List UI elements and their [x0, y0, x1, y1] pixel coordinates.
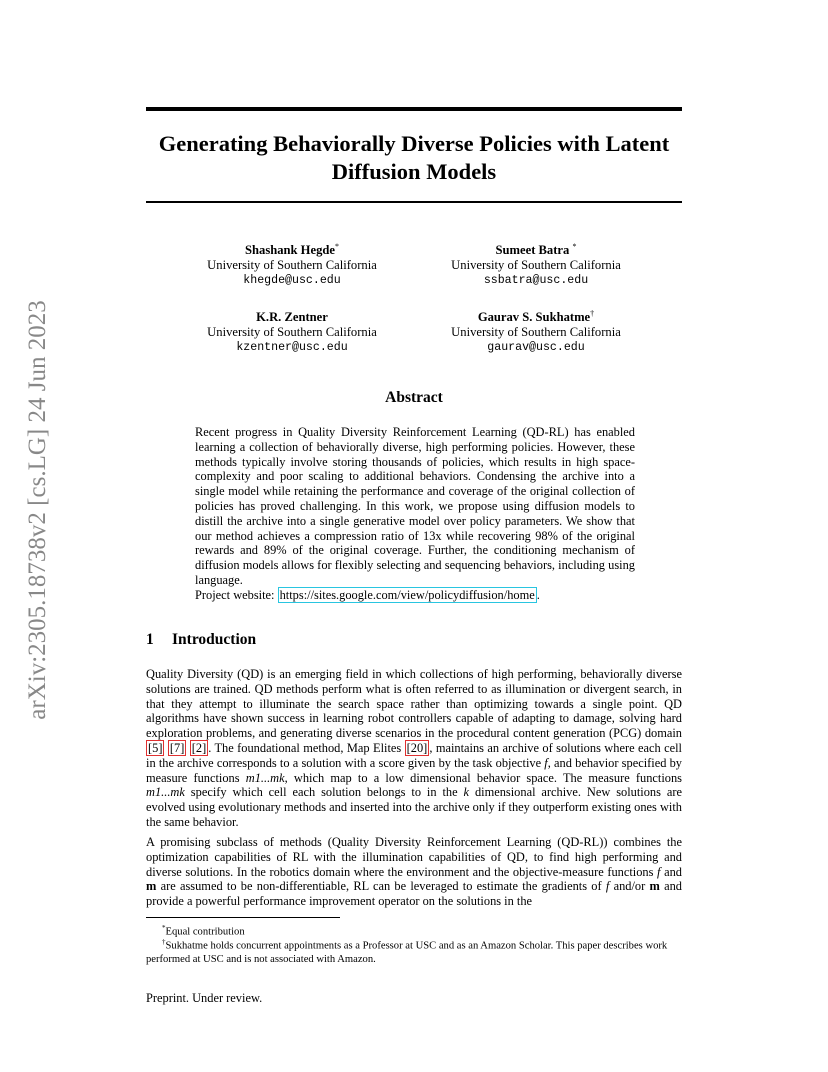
intro-paragraph-2: A promising subclass of methods (Quality Diversity Reinforcement Learning (QD-RL)) combines the optimization capabilities of RL with the illumination capabilities of QD, to find high performing and diverse solutions. In the robotics domain where the environment and the objective-measure functions f and m are assumed to be non-differentiable, RL can be leveraged to estimate the gradients of f and/or m and provide a powerful performance improvement operator on the solutions in the: [146, 835, 682, 909]
math-symbol: f: [657, 864, 661, 879]
footnote-1: *Equal contribution: [162, 924, 245, 938]
math-symbol: m: [146, 879, 157, 894]
project-end: .: [536, 588, 540, 602]
intro-paragraph-1: Quality Diversity (QD) is an emerging field in which collections of high performing, behaviorally diverse solutions are trained. QD methods perform what is often referred to as illumination or divergent search, in that they attempt to illuminate the search space rather than optimizing towards a single point. QD algorithms have shown success in learning robot controllers capable of adapting to damage, solving hard exploration problems, and generating diverse scenarios in the procedural content generation (PCG) domain [5] [7] [2] . The foundational method, Map Elites [20] , maintains an archive of solutions where each cell in the archive corresponds to a solution with a score given by the task objective f, and behavior specified by measure functions m1...mk, which map to a low dimensional behavior space. The measure functions m1...mk specify which cell each solution belongs to in the k dimensional archive. New solutions are evolved using evolutionary methods and inserted into the archive only if they outperform existing ones with the same behavior.: [146, 667, 682, 829]
title-rule-bottom: [146, 201, 682, 203]
author-affiliation: University of Southern California: [451, 325, 621, 340]
author-email: kzentner@usc.edu: [236, 341, 348, 355]
abstract-heading: Abstract: [385, 389, 443, 406]
project-website-line: [195, 588, 635, 603]
author-name: Gaurav S. Sukhatme: [477, 310, 591, 325]
abstract-body: Recent progress in Quality Diversity Reinforcement Learning (QD-RL) has enabled learning a collection of behaviorally diverse, high performing policies. However, these methods typically involve storing thousands of policies, which results in high space-complexity and poor scaling to additional behaviors. Condensing the archive into a single model while retaining the performance and coverage of the original collection of policies has proved challenging. In this work, we propose using diffusion models to distill the archive into a single generative model over policy parameters. We show that our method achieves a compression ratio of 13x while recovering 98% of the original rewards and 89% of the original coverage. Further, the conditioning mechanism of diffusion models allows for flexibly selecting and sequencing behaviors, including using language.: [195, 425, 635, 587]
math-symbol: f: [544, 755, 548, 770]
author-name: Shashank Hegde: [245, 243, 335, 258]
citation-link[interactable]: [5]: [148, 740, 163, 755]
author-affiliation: University of Southern California: [451, 258, 621, 273]
footnote-2: †Sukhatme holds concurrent appointments as a Professor at USC and as an Amazon Scholar. This paper describes work performed at USC and is not associated with Amazon.: [146, 938, 668, 965]
author-block-3: [177, 306, 407, 355]
project-label: Project website:: [195, 588, 278, 602]
author-email: gaurav@usc.edu: [487, 341, 585, 355]
preprint-note: Preprint. Under review.: [146, 991, 263, 1005]
citation-link[interactable]: [20]: [406, 740, 428, 755]
author-email: ssbatra@usc.edu: [483, 274, 589, 288]
citation-link[interactable]: [7]: [169, 740, 185, 755]
author-affiliation: University of Southern California: [207, 325, 377, 340]
author-mark: *: [334, 242, 339, 251]
footnote-rule: [146, 917, 340, 918]
author-block-2: [421, 239, 651, 288]
section-number: 1: [146, 631, 154, 648]
author-mark: †: [590, 309, 595, 318]
author-name: K.R. Zentner: [256, 310, 328, 325]
section-title: Introduction: [172, 631, 257, 648]
author-mark: *: [572, 242, 577, 251]
math-symbol: m1...mk: [146, 785, 185, 800]
math-symbol: m1...mk: [245, 770, 285, 785]
citation-link[interactable]: [2]: [191, 740, 207, 755]
project-website-link[interactable]: https://sites.google.com/view/policydiffusion/home: [279, 588, 535, 602]
author-email: khegde@usc.edu: [243, 274, 341, 288]
author-block-1: [177, 239, 407, 288]
title-rule-top: [146, 107, 682, 111]
math-symbol: f: [605, 879, 610, 894]
author-block-4: [421, 306, 651, 355]
math-symbol: m: [649, 879, 660, 894]
author-affiliation: University of Southern California: [207, 258, 377, 273]
math-symbol: k: [463, 785, 470, 800]
arxiv-identifier: arXiv:2305.18738v2 [cs.LG] 24 Jun 2023: [24, 300, 51, 720]
section-heading: [146, 631, 256, 649]
author-name: Sumeet Batra: [495, 243, 573, 258]
paper-title: Generating Behaviorally Diverse Policies with Latent Diffusion Models: [158, 131, 670, 184]
